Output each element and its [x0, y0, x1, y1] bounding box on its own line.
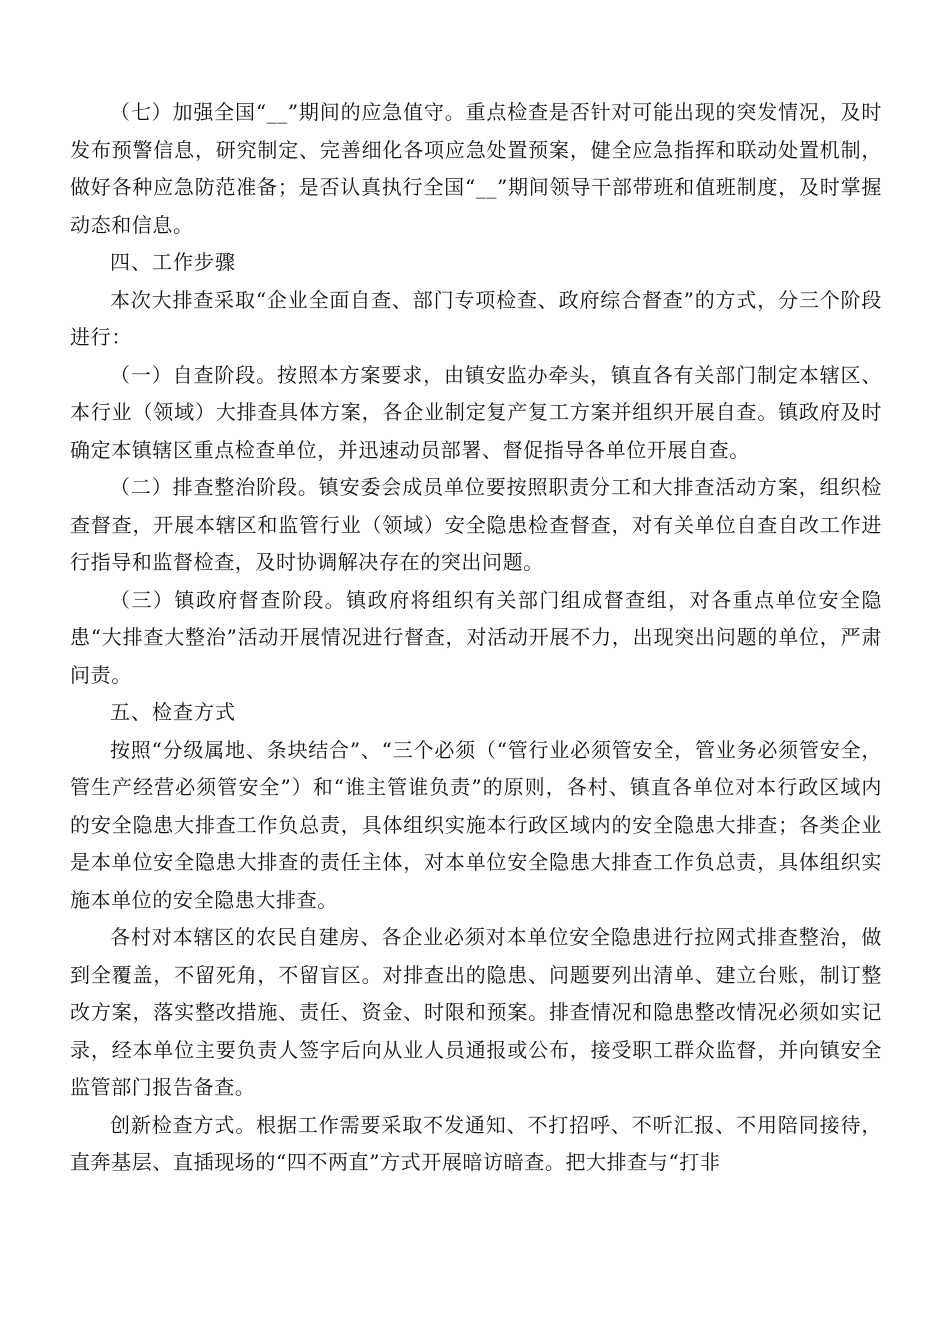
paragraph-self-check-stage: （一）自查阶段。按照本方案要求，由镇安监办牵头，镇直各有关部门制定本辖区、本行业（领域）大排查具体方案，各企业制定复产复工方案并组织开展自查。镇政府及时确定本镇辖区重点检查单位，并迅速动员部署、督促指导各单位开展自查。	[70, 362, 882, 462]
paragraph-responsibility-principle: 按照“分级属地、条块结合”、“三个必须（“管行业必须管安全，管业务必须管安全，管生产经营必须管安全”）和“谁主管谁负责”的原则，各村、镇直各单位对本行政区域内的安全隐患大排查工作负总责，具体组织实施本行政区域内的安全隐患大排查；各类企业是本单位安全隐患大排查的责任主体，对本单位安全隐患大排查工作负总责，具体组织实施本单位的安全隐患大排查。	[70, 737, 882, 912]
section-heading-inspection-methods: 五、检查方式	[110, 700, 236, 724]
paragraph-three-stages: 本次大排查采取“企业全面自查、部门专项检查、政府综合督查”的方式，分三个阶段进行：	[70, 287, 882, 349]
document-body	[70, 94, 882, 1182]
paragraph-supervision-stage: （三）镇政府督查阶段。镇政府将组织有关部门组成督查组，对各重点单位安全隐患“大排查大整治”活动开展情况进行督查，对活动开展不力，出现突出问题的单位，严肃问责。	[70, 587, 882, 687]
paragraph-full-coverage: 各村对本辖区的农民自建房、各企业必须对本单位安全隐患进行拉网式排查整治，做到全覆盖，不留死角，不留盲区。对排查出的隐患、问题要列出清单、建立台账，制订整改方案，落实整改措施、责任、资金、时限和预案。排查情况和隐患整改情况必须如实记录，经本单位主要负责人签字后向从业人员通报或公布，接受职工群众监督，并向镇安全监管部门报告备查。	[70, 925, 882, 1099]
paragraph-emergency-duty: （七）加强全国“__”期间的应急值守。重点检查是否针对可能出现的突发情况，及时发布预警信息，研究制定、完善细化各项应急处置预案，健全应急指挥和联动处置机制，做好各种应急防范准备；是否认真执行全国“__”期间领导干部带班和值班制度，及时掌握动态和信息。	[70, 100, 882, 237]
paragraph-rectification-stage: （二）排查整治阶段。镇安委会成员单位要按照职责分工和大排查活动方案，组织检查督查，开展本辖区和监管行业（领域）安全隐患检查督查，对有关单位自查自改工作进行指导和监督检查，及时协调解决存在的突出问题。	[70, 475, 882, 574]
paragraph-innovative-inspection: 创新检查方式。根据工作需要采取不发通知、不打招呼、不听汇报、不用陪同接待，直奔基层、直插现场的“四不两直”方式开展暗访暗查。把大排查与“打非	[70, 1112, 882, 1174]
section-heading-work-steps: 四、工作步骤	[110, 250, 236, 274]
